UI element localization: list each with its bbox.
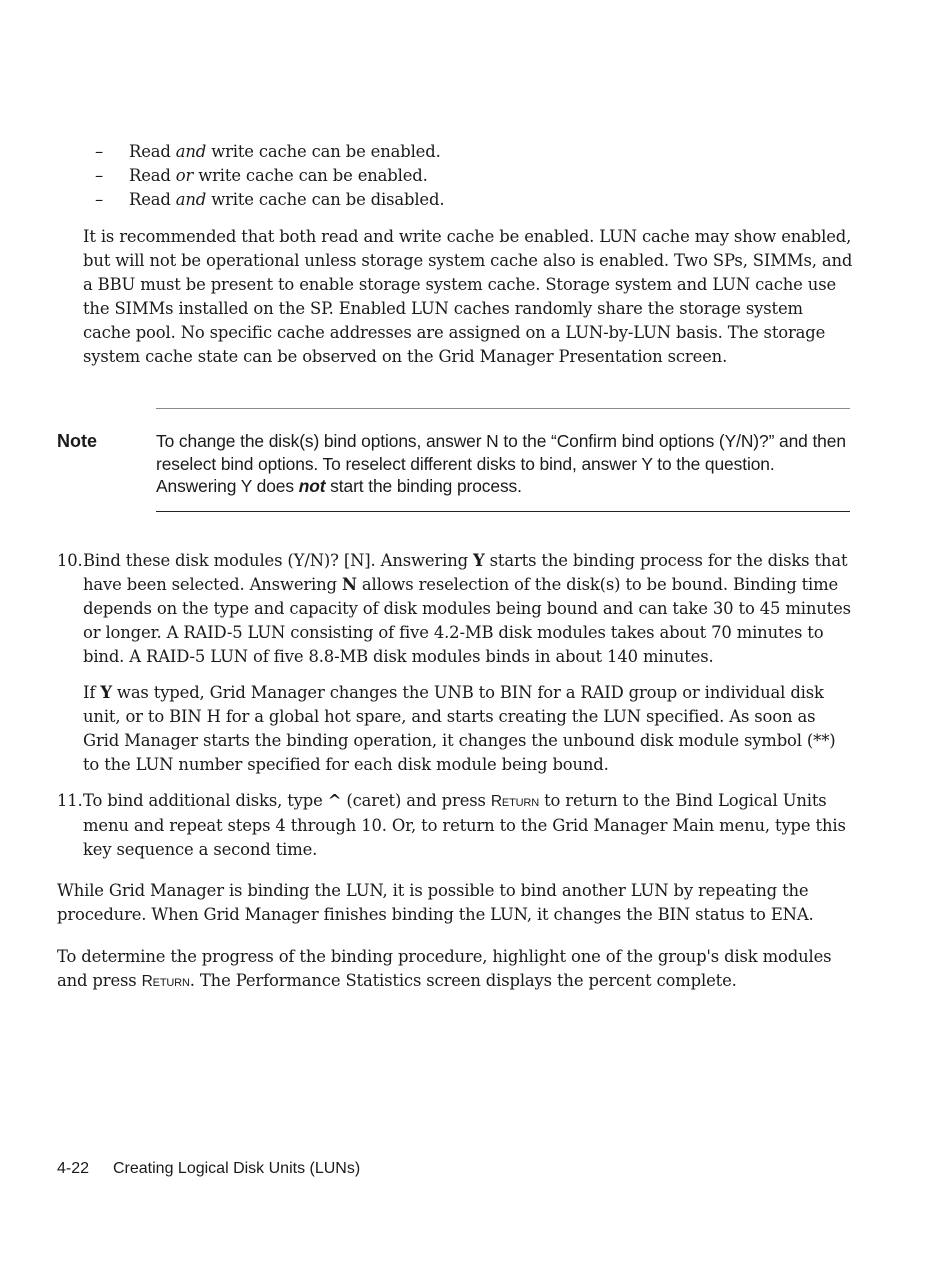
- step-text: Bind these disk modules (Y/N)? [N]. Answering Y starts the binding process for the disks that have been selected. Answering N allows reselection of the disk(s) to be bound. Binding time depends on the type and capacity of disk modules being bound and can take 30 to 45 minutes or longer. A RAID-5 LUN consisting of five 4.2-MB disk modules takes about 70 minutes to bind. A RAID-5 LUN of five 8.8-MB disk modules binds in about 140 minutes.: [83, 551, 851, 666]
- progress-paragraph: To determine the progress of the binding procedure, highlight one of the group's disk modules and press Return. The Performance Statistics screen displays the percent complete.: [57, 947, 832, 990]
- list-item: [95, 140, 855, 164]
- binding-paragraph: While Grid Manager is binding the LUN, it is possible to bind another LUN by repeating the procedure. When Grid Manager finishes binding the LUN, it changes the BIN status to ENA.: [57, 881, 814, 924]
- note-label: Note: [57, 431, 97, 451]
- dash-bullet: –: [95, 190, 104, 209]
- dash-bullet: –: [95, 166, 104, 185]
- list-item: [95, 188, 855, 212]
- step-10: [57, 549, 853, 669]
- step-number: 10.: [57, 551, 83, 570]
- return-key: Return: [490, 793, 540, 810]
- step-text: To bind additional disks, type ^ (caret) and press Return to return to the Bind Logical Units menu and repeat steps 4 through 10. Or, to return to the Grid Manager Main menu, type this key sequence a second time.: [83, 791, 846, 859]
- step-number: 11.: [57, 791, 83, 810]
- note-top-rule: [156, 408, 850, 409]
- dash-bullet: –: [95, 142, 104, 161]
- note-bottom-rule: [156, 511, 850, 512]
- note-text: To change the disk(s) bind options, answer N to the “Confirm bind options (Y/N)?” and then reselect bind options. To reselect different disks to bind, answer Y to the question. Answering Y does not start the binding process.: [156, 431, 846, 496]
- step-11: [57, 789, 853, 862]
- step-10-followup-paragraph: If Y was typed, Grid Manager changes the UNB to BIN for a RAID group or individual disk unit, or to BIN H for a global hot spare, and starts creating the LUN specified. As soon as Grid Manager starts the binding operation, it changes the unbound disk module symbol (**) to the LUN number specified for each disk module being bound.: [83, 683, 836, 774]
- list-item: [95, 164, 855, 188]
- caret-key: ^: [327, 791, 342, 810]
- bullet-text: Read and write cache can be disabled.: [129, 190, 445, 209]
- cache-options-list: [95, 140, 855, 212]
- section-title: Creating Logical Disk Units (LUNs): [113, 1160, 361, 1177]
- bullet-text: Read or write cache can be enabled.: [129, 166, 428, 185]
- return-key: Return: [141, 973, 190, 990]
- page-number: 4-22: [57, 1160, 90, 1177]
- page-footer: [57, 1159, 360, 1179]
- bullet-text: Read and write cache can be enabled.: [129, 142, 441, 161]
- cache-recommendation-paragraph: It is recommended that both read and write cache be enabled. LUN cache may show enabled, but will not be operational unless storage system cache also is enabled. Two SPs, SIMMs, and a BBU must be present to enable storage system cache. Storage system and LUN cache use the SIMMs installed on the SP. Enabled LUN caches randomly share the storage system cache pool. No specific cache addresses are assigned on a LUN-by-LUN basis. The storage system cache state can be observed on the Grid Manager Presentation screen.: [83, 227, 853, 366]
